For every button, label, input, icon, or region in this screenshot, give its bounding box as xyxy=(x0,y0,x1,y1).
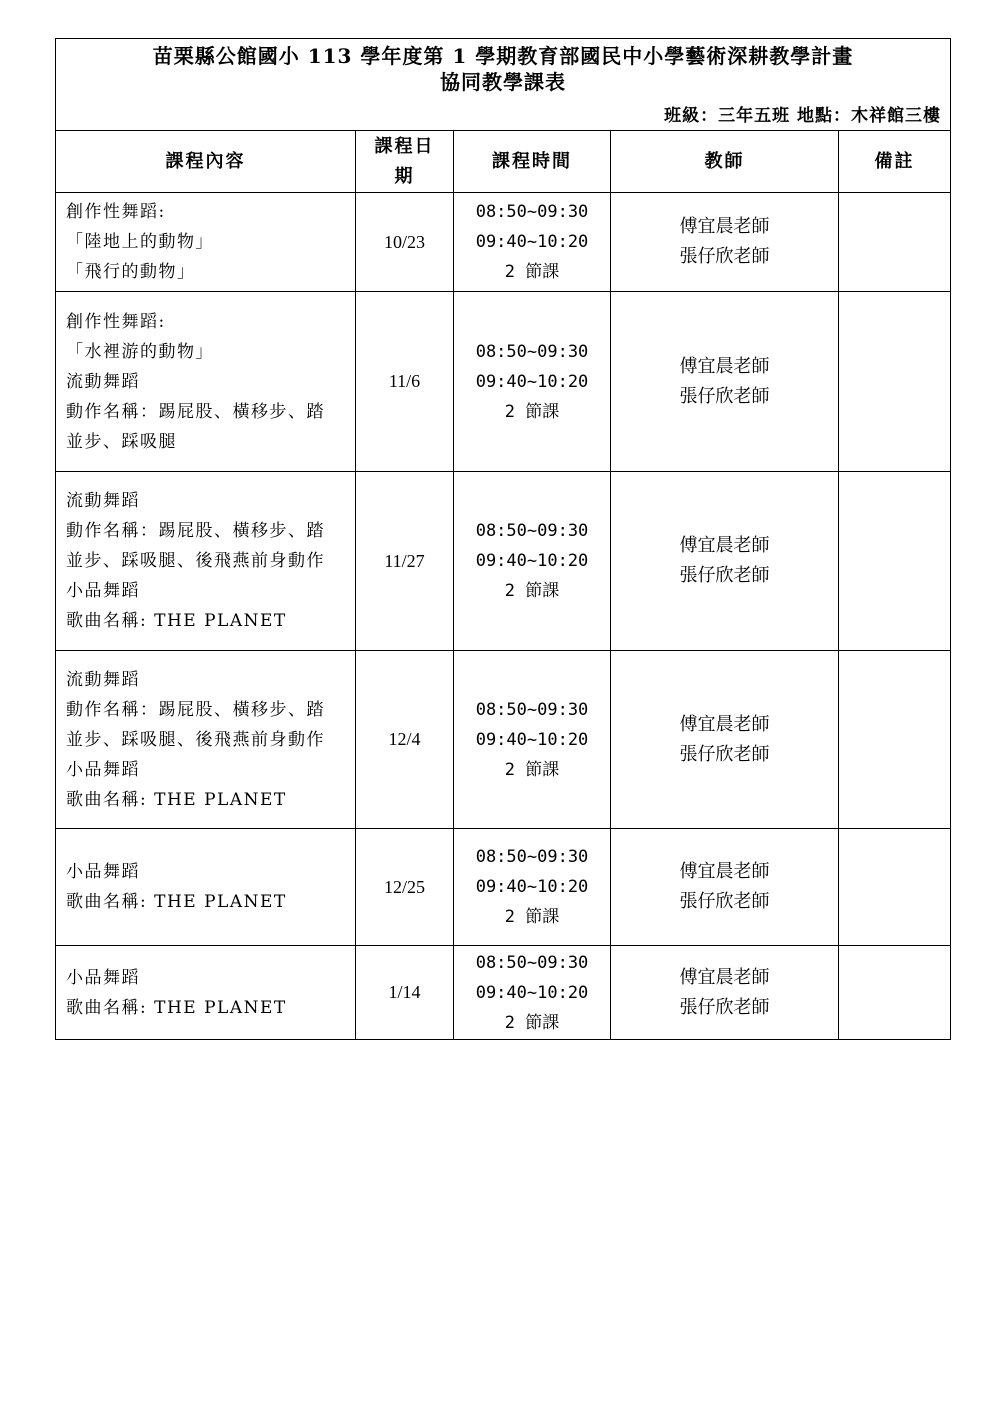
course-content-cell xyxy=(56,292,356,472)
teacher-name: 傅宜晨老師 xyxy=(679,861,770,882)
teacher-name: 傅宜晨老師 xyxy=(679,713,770,735)
teacher-name: 張仔欣老師 xyxy=(679,246,770,267)
course-content-cell xyxy=(56,193,356,292)
course-date: 12/4 xyxy=(356,651,454,829)
teacher-name: 傅宜晨老師 xyxy=(679,966,770,988)
course-time-line: 2 節課 xyxy=(504,262,560,282)
course-date: 11/27 xyxy=(356,472,454,651)
course-content-line: 歌曲名稱: THE PLANET xyxy=(66,789,287,810)
course-content-line: 並步、踩吸腿、後飛燕前身動作 xyxy=(66,729,325,750)
course-time-cell xyxy=(454,829,611,946)
course-date: 12/25 xyxy=(356,829,454,946)
course-date: 1/14 xyxy=(356,946,454,1040)
course-content-line: 動作名稱：踢屁股、橫移步、踏 xyxy=(66,699,325,720)
note-cell xyxy=(839,829,951,946)
class-location-info: 班級：三年五班 地點：木祥館三樓 xyxy=(664,106,942,126)
header-time: 課程時間 xyxy=(454,131,611,193)
teacher-cell xyxy=(611,292,839,472)
course-time-line: 2 節課 xyxy=(504,759,560,780)
teacher-cell xyxy=(611,472,839,651)
header-content: 課程內容 xyxy=(56,131,356,193)
course-time-line: 08:50~09:30 xyxy=(475,699,589,720)
teacher-name: 張仔欣老師 xyxy=(679,996,770,1018)
course-content-line: 歌曲名稱: THE PLANET xyxy=(66,892,287,912)
course-time-cell xyxy=(454,292,611,472)
course-time-cell xyxy=(454,472,611,651)
course-time-line: 2 節課 xyxy=(504,907,560,927)
course-time-cell xyxy=(454,946,611,1040)
course-time-line: 2 節課 xyxy=(504,401,560,422)
course-content-line: 流動舞蹈 xyxy=(66,371,140,392)
teacher-name: 張仔欣老師 xyxy=(679,565,770,586)
course-time-line: 08:50~09:30 xyxy=(475,521,589,541)
note-cell xyxy=(839,193,951,292)
course-time-line: 09:40~10:20 xyxy=(475,232,589,252)
header-teacher: 教師 xyxy=(611,131,839,193)
course-time-line: 08:50~09:30 xyxy=(475,341,589,362)
teacher-cell xyxy=(611,651,839,829)
table-row xyxy=(56,946,951,1040)
course-time-line: 09:40~10:20 xyxy=(475,982,589,1003)
title-cell xyxy=(56,39,951,131)
title-row xyxy=(56,39,951,131)
course-content-line: 動作名稱：踢屁股、橫移步、踏 xyxy=(66,401,325,422)
teacher-name: 傅宜晨老師 xyxy=(679,535,770,556)
note-cell xyxy=(839,651,951,829)
header-note: 備註 xyxy=(839,131,951,193)
course-content-line: 歌曲名稱: THE PLANET xyxy=(66,997,287,1018)
course-content-cell xyxy=(56,651,356,829)
course-time-cell xyxy=(454,193,611,292)
course-content-line: 動作名稱：踢屁股、橫移步、踏 xyxy=(66,521,325,541)
course-time-line: 2 節課 xyxy=(504,581,560,601)
teacher-cell xyxy=(611,946,839,1040)
course-time-cell xyxy=(454,651,611,829)
course-content-line: 小品舞蹈 xyxy=(66,967,140,988)
course-content-cell xyxy=(56,472,356,651)
teacher-name: 張仔欣老師 xyxy=(679,891,770,912)
course-content-line: 小品舞蹈 xyxy=(66,862,140,882)
course-date: 11/6 xyxy=(356,292,454,472)
header-date-line1: 課程日 xyxy=(374,135,435,157)
course-time-line: 09:40~10:20 xyxy=(475,551,589,571)
course-time-line: 08:50~09:30 xyxy=(475,847,589,867)
course-date: 10/23 xyxy=(356,193,454,292)
course-time-line: 09:40~10:20 xyxy=(475,371,589,392)
course-time-line: 09:40~10:20 xyxy=(475,729,589,750)
course-content-line: 小品舞蹈 xyxy=(66,581,140,601)
document-title: 苗栗縣公館國小 113 學年度第 1 學期教育部國民中小學藝術深耕教學計畫 xyxy=(152,44,854,68)
table-row xyxy=(56,472,951,651)
course-content-line: 「陸地上的動物」 xyxy=(66,232,214,252)
column-header-row xyxy=(56,131,951,193)
course-content-line: 小品舞蹈 xyxy=(66,759,140,780)
teacher-cell xyxy=(611,193,839,292)
course-content-line: 並步、踩吸腿 xyxy=(66,431,177,452)
course-content-line: 流動舞蹈 xyxy=(66,491,140,511)
course-content-cell xyxy=(56,946,356,1040)
teacher-name: 傅宜晨老師 xyxy=(679,355,770,377)
table-row xyxy=(56,193,951,292)
note-cell xyxy=(839,292,951,472)
table-row xyxy=(56,829,951,946)
course-content-line: 創作性舞蹈: xyxy=(66,311,166,332)
course-time-line: 08:50~09:30 xyxy=(475,202,589,222)
teacher-cell xyxy=(611,829,839,946)
header-date-line2: 期 xyxy=(394,165,415,187)
note-cell xyxy=(839,946,951,1040)
document-subtitle: 協同教學課表 xyxy=(440,70,567,94)
course-content-line: 流動舞蹈 xyxy=(66,669,140,690)
course-content-line: 歌曲名稱: THE PLANET xyxy=(66,611,287,631)
course-content-line: 創作性舞蹈: xyxy=(66,202,166,222)
course-time-line: 09:40~10:20 xyxy=(475,877,589,897)
table-row xyxy=(56,292,951,472)
header-date xyxy=(356,131,454,193)
teacher-name: 張仔欣老師 xyxy=(679,385,770,407)
course-content-line: 並步、踩吸腿、後飛燕前身動作 xyxy=(66,551,325,571)
teacher-name: 傅宜晨老師 xyxy=(679,216,770,237)
note-cell xyxy=(839,472,951,651)
course-content-line: 「飛行的動物」 xyxy=(66,262,196,282)
table-row xyxy=(56,651,951,829)
course-content-line: 「水裡游的動物」 xyxy=(66,341,214,362)
schedule-table xyxy=(55,38,951,1040)
course-time-line: 2 節課 xyxy=(504,1012,560,1033)
course-content-cell xyxy=(56,829,356,946)
course-time-line: 08:50~09:30 xyxy=(475,952,589,973)
teacher-name: 張仔欣老師 xyxy=(679,743,770,765)
